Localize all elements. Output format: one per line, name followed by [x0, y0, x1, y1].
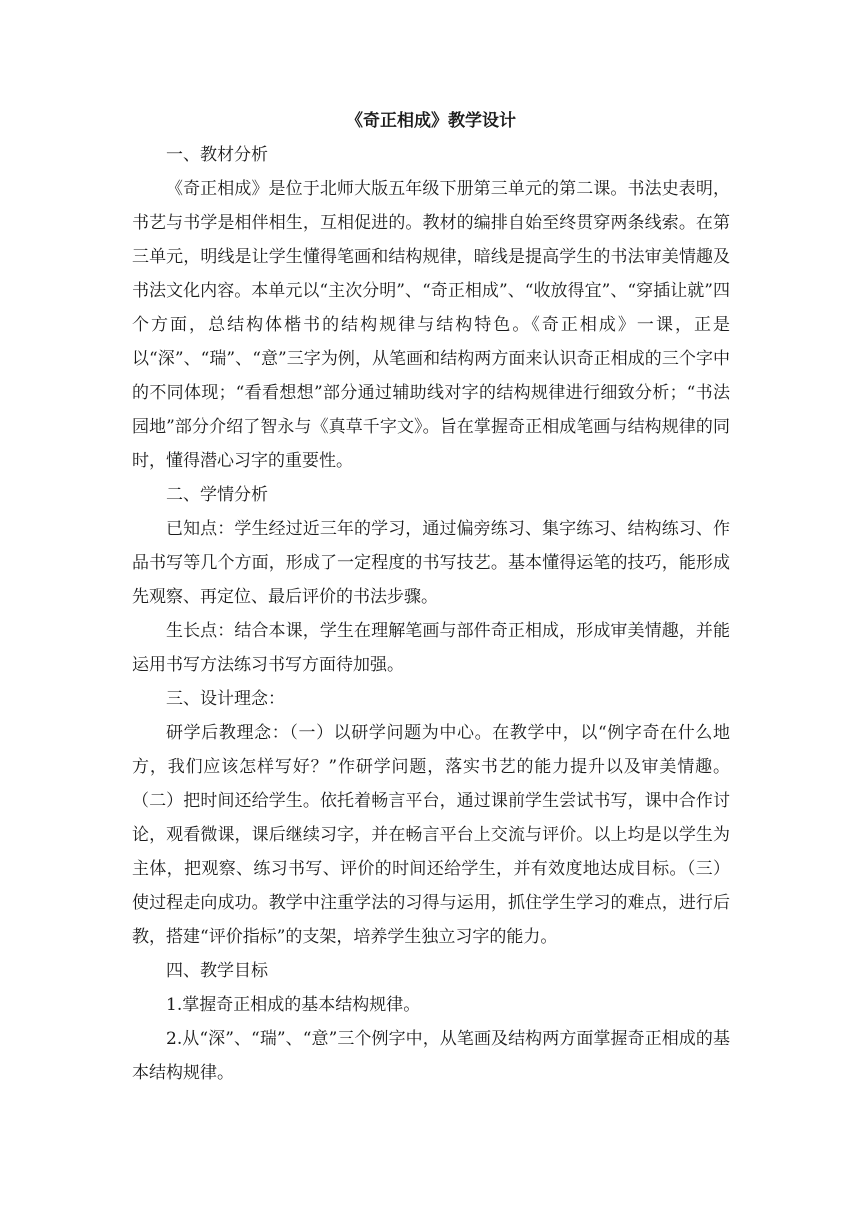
section-textbook-analysis — [132, 138, 730, 478]
section-design-concept — [132, 682, 730, 954]
section-teaching-goals — [132, 954, 730, 1090]
section-heading: 二、学情分析 — [166, 485, 268, 505]
section-heading: 四、教学目标 — [166, 961, 268, 981]
section-heading: 一、教材分析 — [166, 145, 268, 165]
goal-item: 1.掌握奇正相成的基本结构规律。 — [166, 995, 421, 1015]
section-student-analysis — [132, 478, 730, 682]
paragraph: 《奇正相成》是位于北师大版五年级下册第三单元的第二课。书法史表明，书艺与书学是相伴相生，互相促进的。教材的编排自始至终贯穿两条线索。在第三单元，明线是让学生懂得笔画和结构规律，暗线是提高学生的书法审美情趣及书法文化内容。本单元以“主次分明”、“奇正相成”、“收放得宜”、“穿插让就”四个方面，总结构体楷书的结构规律与结构特色。《奇正相成》一课，正是以“深”、“瑞”、“意”三字为例，从笔画和结构两方面来认识奇正相成的三个字中的不同体现；“看看想想”部分通过辅助线对字的结构规律进行细致分析；“书法园地”部分介绍了智永与《真草千字文》。旨在掌握奇正相成笔画与结构规律的同时，懂得潜心习字的重要性。 — [132, 179, 730, 471]
paragraph: 研学后教理念：（一）以研学问题为中心。在教学中，以“例字奇在什么地方，我们应该怎样写好？”作研学问题，落实书艺的能力提升以及审美情趣。（二）把时间还给学生。依托着畅言平台，通过课前学生尝试书写，课中合作讨论，观看微课，课后继续习字，并在畅言平台上交流与评价。以上均是以学生为主体，把观察、练习书写、评价的时间还给学生，并有效度地达成目标。（三）使过程走向成功。教学中注重学法的习得与运用，抓住学生学习的难点，进行后教，搭建“评价指标”的支架，培养学生独立习字的能力。 — [132, 723, 730, 947]
document-title: 《奇正相成》教学设计 — [346, 111, 516, 131]
paragraph: 已知点：学生经过近三年的学习，通过偏旁练习、集字练习、结构练习、作品书写等几个方面，形成了一定程度的书写技艺。基本懂得运笔的技巧，能形成先观察、再定位、最后评价的书法步骤。 — [132, 519, 730, 607]
paragraph: 生长点：结合本课，学生在理解笔画与部件奇正相成，形成审美情趣，并能运用书写方法练习书写方面待加强。 — [132, 621, 730, 675]
goal-item: 2.从“深”、“瑞”、“意”三个例字中，从笔画及结构两方面掌握奇正相成的基本结构规律。 — [132, 1029, 730, 1083]
document-page — [132, 104, 730, 1090]
section-heading: 三、设计理念： — [166, 689, 285, 709]
